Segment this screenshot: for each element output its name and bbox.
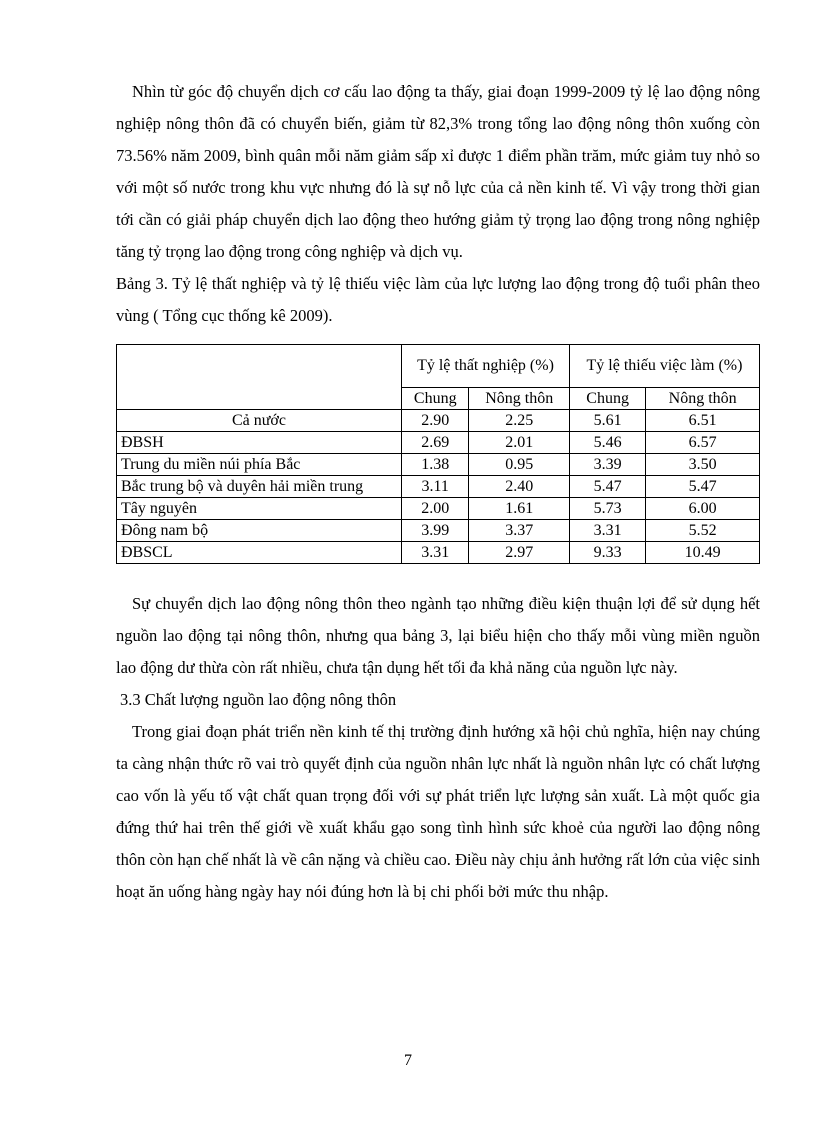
subheader-general-1: Chung — [402, 387, 469, 409]
cell-value: 10.49 — [646, 541, 760, 563]
cell-value: 5.73 — [569, 497, 645, 519]
subheader-rural-2: Nông thôn — [646, 387, 760, 409]
row-label: ĐBSH — [117, 431, 402, 453]
table-subheader-spacer — [117, 387, 402, 409]
row-label: Trung du miền núi phía Bắc — [117, 453, 402, 475]
cell-value: 5.61 — [569, 409, 645, 431]
cell-value: 6.00 — [646, 497, 760, 519]
table-row — [117, 453, 760, 475]
page-content — [116, 76, 760, 908]
cell-value: 2.90 — [402, 409, 469, 431]
cell-value: 2.69 — [402, 431, 469, 453]
cell-value: 3.37 — [469, 519, 570, 541]
cell-value: 3.39 — [569, 453, 645, 475]
intro-paragraph: Nhìn từ góc độ chuyển dịch cơ cấu lao động ta thấy, giai đoạn 1999-2009 tỷ lệ lao động nông nghiệp nông thôn đã có chuyển biến, giảm từ 82,3% trong tổng lao động nông thôn xuống còn 73.56% năm 2009, bình quân mỗi năm giảm sấp xỉ được 1 điểm phần trăm, mức giảm tuy nhỏ so với một số nước trong khu vực nhưng đó là sự nỗ lực của cả nền kinh tế. Vì vậy trong thời gian tới cần có giải pháp chuyển dịch lao động theo hướng giảm tỷ trọng lao động trong nông nghiệp tăng tỷ trọng lao động trong công nghiệp và dịch vụ. — [116, 82, 760, 261]
cell-value: 9.33 — [569, 541, 645, 563]
cell-value: 3.50 — [646, 453, 760, 475]
table-caption: Bảng 3. Tỷ lệ thất nghiệp và tỷ lệ thiếu việc làm của lực lượng lao động trong độ tuổi phân theo vùng ( Tổng cục thống kê 2009). — [116, 274, 760, 325]
table-row — [117, 475, 760, 497]
unemployment-table — [116, 344, 760, 564]
section-heading: 3.3 Chất lượng nguồn lao động nông thôn — [120, 689, 397, 709]
analysis-paragraph: Sự chuyển dịch lao động nông thôn theo ngành tạo những điều kiện thuận lợi để sử dụng hết nguồn lao động tại nông thôn, nhưng qua bảng 3, lại biểu hiện cho thấy mỗi vùng miền nguồn lao động dư thừa còn rất nhiều, chưa tận dụng hết tối đa khả năng của nguồn lực này. — [116, 593, 760, 677]
cell-value: 6.57 — [646, 431, 760, 453]
page-number: 7 — [404, 1052, 412, 1069]
unemployment-rate-header: Tỷ lệ thất nghiệp (%) — [402, 345, 570, 388]
row-label: ĐBSCL — [117, 541, 402, 563]
cell-value: 2.01 — [469, 431, 570, 453]
quality-paragraph: Trong giai đoạn phát triển nền kinh tế thị trường định hướng xã hội chủ nghĩa, hiện nay chúng ta càng nhận thức rõ vai trò quyết định của nguồn nhân lực nhất là nguồn nhân lực có chất lượng cao vốn là yếu tố vật chất quan trọng đối với sự phát triển lực lượng sản xuất. Là một quốc gia đứng thứ hai trên thế giới về xuất khẩu gạo song tình hình sức khoẻ của người lao động nông thôn còn hạn chế nhất là về cân nặng và chiều cao. Điều này chịu ảnh hưởng rất lớn của việc sinh hoạt ăn uống hàng ngày hay nói đúng hơn là bị chi phối bởi mức thu nhập. — [116, 721, 760, 901]
cell-value: 1.61 — [469, 497, 570, 519]
row-label: Tây nguyên — [117, 497, 402, 519]
cell-value: 3.99 — [402, 519, 469, 541]
cell-value: 6.51 — [646, 409, 760, 431]
table-header-row — [117, 345, 760, 388]
table-row — [117, 497, 760, 519]
underemployment-rate-header: Tỷ lệ thiếu việc làm (%) — [569, 345, 759, 388]
cell-value: 5.52 — [646, 519, 760, 541]
cell-value: 2.40 — [469, 475, 570, 497]
row-label: Đông nam bộ — [117, 519, 402, 541]
cell-value: 1.38 — [402, 453, 469, 475]
cell-value: 5.47 — [646, 475, 760, 497]
subheader-rural-1: Nông thôn — [469, 387, 570, 409]
cell-value: 3.11 — [402, 475, 469, 497]
cell-value: 5.46 — [569, 431, 645, 453]
cell-value: 2.97 — [469, 541, 570, 563]
cell-value: 0.95 — [469, 453, 570, 475]
cell-value: 2.25 — [469, 409, 570, 431]
table-row — [117, 431, 760, 453]
cell-value: 3.31 — [402, 541, 469, 563]
table-corner-cell — [117, 345, 402, 388]
row-label: Cả nước — [117, 409, 402, 431]
cell-value: 3.31 — [569, 519, 645, 541]
table-subheader-row-2 — [117, 387, 760, 409]
row-label: Bắc trung bộ và duyên hải miền trung — [117, 475, 402, 497]
table-row — [117, 519, 760, 541]
table-row — [117, 541, 760, 563]
table-row — [117, 409, 760, 431]
subheader-general-2: Chung — [569, 387, 645, 409]
cell-value: 2.00 — [402, 497, 469, 519]
cell-value: 5.47 — [569, 475, 645, 497]
